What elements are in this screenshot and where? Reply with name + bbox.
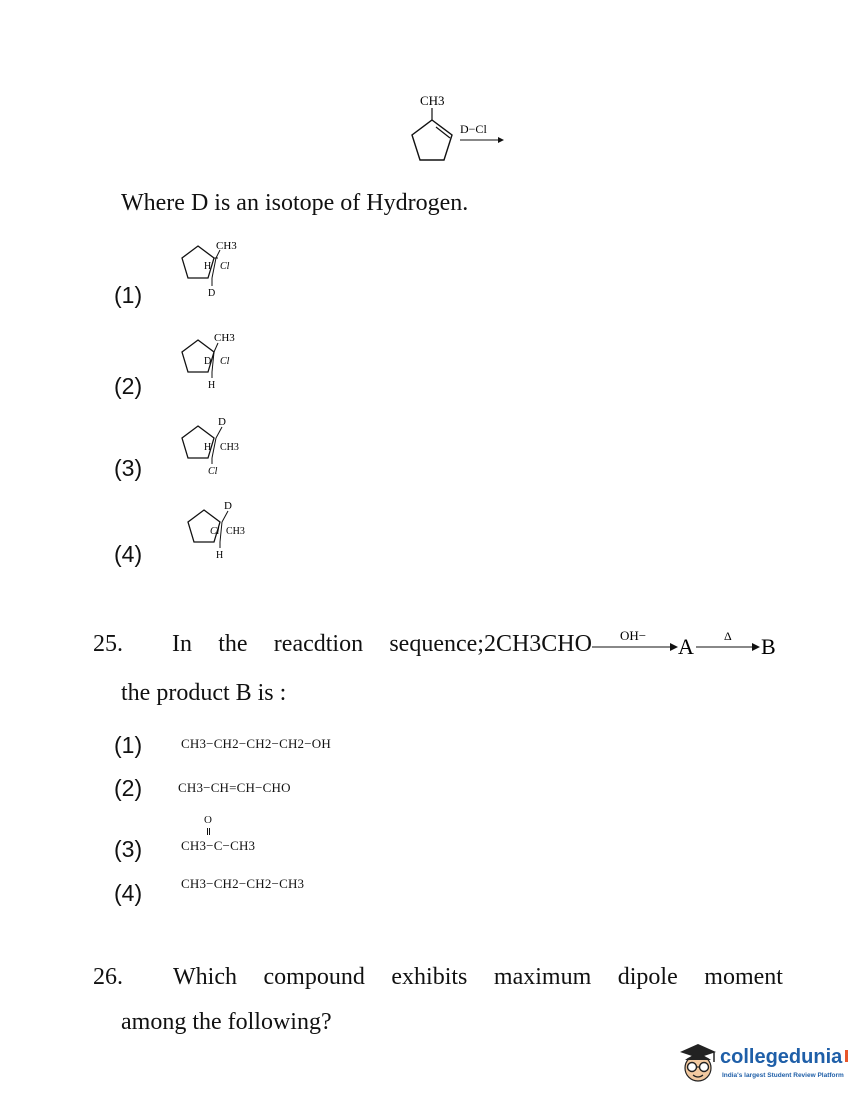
isotope-note: Where D is an isotope of Hydrogen. bbox=[121, 190, 469, 216]
collegedunia-logo bbox=[676, 1040, 856, 1100]
top-reagent-label: D−Cl bbox=[460, 122, 487, 136]
q26-word: Which bbox=[173, 964, 237, 990]
q26-word: moment bbox=[704, 964, 783, 990]
q24-3-top: D bbox=[218, 416, 226, 428]
top-reaction-diagram bbox=[380, 88, 520, 178]
q25-text bbox=[172, 631, 592, 658]
q25-option-4-label: (4) bbox=[114, 880, 143, 906]
q26-text bbox=[173, 964, 783, 991]
q24-4-left: Cl bbox=[210, 526, 220, 537]
q26-number: 26. bbox=[93, 964, 123, 990]
q25-word: sequence;2CH3CHO bbox=[389, 631, 592, 657]
q25-word: reacdtion bbox=[273, 631, 364, 657]
q25-reaction-arrows bbox=[590, 624, 790, 664]
q24-2-top: CH3 bbox=[214, 332, 235, 344]
q25-option-3-double-bond-2 bbox=[209, 828, 211, 835]
q24-2-left: D bbox=[204, 356, 212, 367]
q26-word: exhibits bbox=[391, 964, 468, 990]
q25-option-4-formula: CH3−CH2−CH2−CH3 bbox=[181, 876, 305, 891]
q25-word: In bbox=[172, 631, 192, 657]
q24-option-3-label: (3) bbox=[114, 455, 143, 481]
q26-word: dipole bbox=[617, 964, 678, 990]
q24-1-top: CH3 bbox=[216, 240, 237, 252]
top-methyl-label: CH3 bbox=[420, 93, 445, 108]
q24-option-4-label: (4) bbox=[114, 541, 143, 567]
q24-3-bottom: Cl bbox=[208, 466, 218, 477]
logo-accent-mark bbox=[845, 1050, 848, 1062]
q25-reagent-heat: Δ bbox=[724, 629, 732, 643]
q26-word: maximum bbox=[493, 964, 592, 990]
q25-option-3-formula: CH3−C−CH3 bbox=[181, 838, 256, 853]
q25-product-b: B bbox=[761, 634, 776, 659]
cyclopentene-ring bbox=[412, 120, 452, 160]
q25-word: the bbox=[218, 631, 248, 657]
q25-option-3-oxygen: O bbox=[204, 814, 212, 826]
q24-3-left: H bbox=[204, 442, 212, 453]
logo-tagline: India's largest Student Review Platform bbox=[722, 1072, 844, 1079]
q24-option-2-structure bbox=[176, 328, 266, 398]
q25-option-1-formula: CH3−CH2−CH2−CH2−OH bbox=[181, 736, 331, 751]
q25-number: 25. bbox=[93, 631, 123, 657]
q24-2-right: Cl bbox=[220, 356, 230, 367]
student-mascot-icon bbox=[676, 1040, 720, 1088]
q24-2-bottom: H bbox=[208, 380, 216, 391]
q24-4-right: CH3 bbox=[226, 526, 245, 537]
q24-option-3-structure bbox=[176, 412, 266, 482]
q24-option-2-label: (2) bbox=[114, 373, 143, 399]
q25-product-a: A bbox=[678, 634, 694, 659]
q25-reagent-oh: OH− bbox=[620, 628, 647, 643]
q25-option-2-label: (2) bbox=[114, 775, 143, 801]
q26-word: compound bbox=[263, 964, 365, 990]
q24-4-bottom: H bbox=[216, 550, 224, 561]
q24-1-right: Cl bbox=[220, 261, 230, 272]
q24-3-right: CH3 bbox=[220, 442, 239, 453]
q24-1-left: H bbox=[204, 261, 212, 272]
q25-line2: the product B is : bbox=[121, 680, 287, 706]
q24-option-1-structure bbox=[176, 236, 266, 306]
logo-wordmark: collegedunia bbox=[720, 1046, 843, 1068]
q24-1-bottom: D bbox=[208, 288, 216, 299]
q25-option-3-label: (3) bbox=[114, 836, 143, 862]
q24-option-4-structure bbox=[182, 496, 272, 566]
q24-option-1-label: (1) bbox=[114, 282, 143, 308]
q24-4-top: D bbox=[224, 500, 232, 512]
q25-option-2-formula: CH3−CH=CH−CHO bbox=[178, 780, 291, 795]
q25-option-1-label: (1) bbox=[114, 732, 143, 758]
q26-line2: among the following? bbox=[121, 1009, 332, 1035]
